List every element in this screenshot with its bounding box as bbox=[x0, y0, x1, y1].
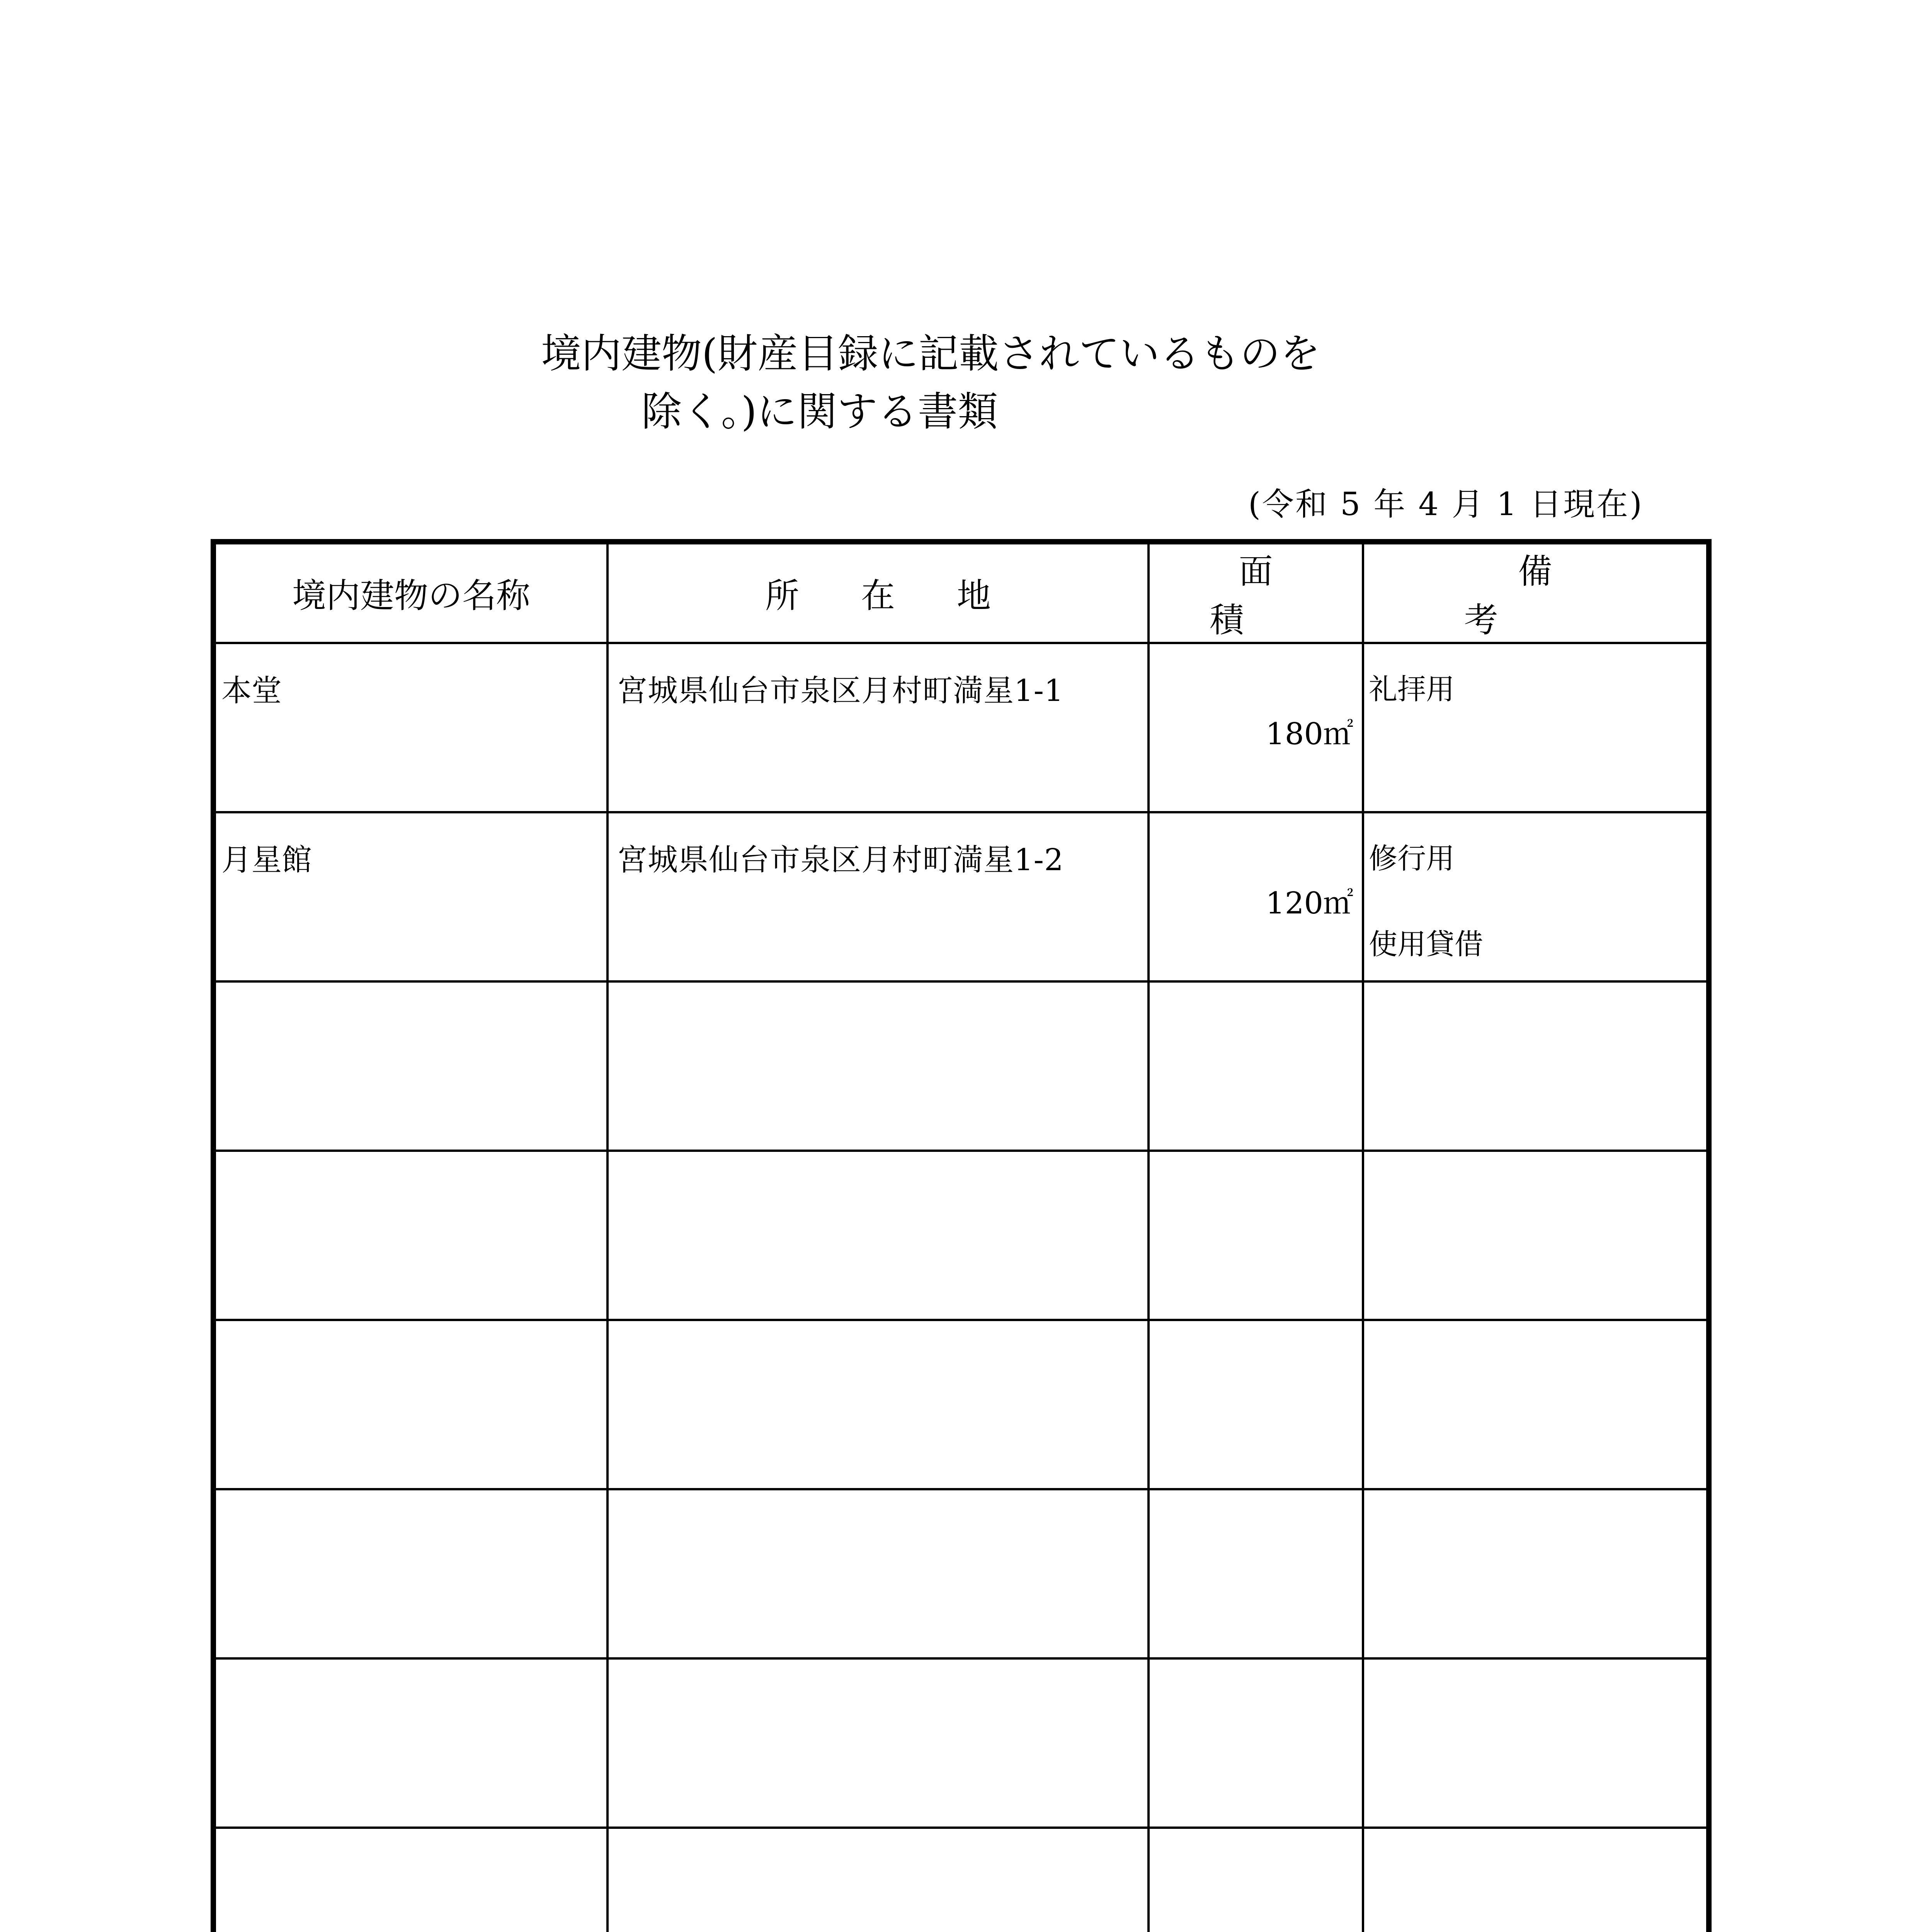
precinct-buildings-table bbox=[211, 539, 1712, 1932]
cell-building-name bbox=[213, 643, 607, 812]
cell-area bbox=[1149, 1489, 1363, 1658]
cell-building-name bbox=[213, 1489, 607, 1658]
table-body bbox=[213, 643, 1709, 1932]
table-row bbox=[213, 1658, 1709, 1828]
building-remarks: 修行用 bbox=[1369, 842, 1455, 875]
cell-location bbox=[607, 1151, 1149, 1320]
table-row bbox=[213, 1828, 1709, 1932]
building-name: 月星館 bbox=[221, 843, 312, 878]
document-title bbox=[541, 325, 1320, 440]
title-line-2: 除く。)に関する書類 bbox=[642, 388, 998, 435]
cell-building-name bbox=[213, 1658, 607, 1828]
header-building-name: 境内建物の名称 bbox=[213, 542, 607, 643]
cell-building-name bbox=[213, 981, 607, 1151]
cell-area bbox=[1149, 812, 1363, 981]
cell-location bbox=[607, 1320, 1149, 1489]
cell-location bbox=[607, 1489, 1149, 1658]
building-remarks-2: 使用貸借 bbox=[1369, 928, 1483, 961]
header-location: 所在地 bbox=[607, 542, 1149, 643]
cell-location bbox=[607, 1658, 1149, 1828]
cell-area bbox=[1149, 1828, 1363, 1932]
cell-area bbox=[1149, 643, 1363, 812]
table-row bbox=[213, 1151, 1709, 1320]
cell-building-name bbox=[213, 1320, 607, 1489]
building-name: 本堂 bbox=[221, 673, 282, 708]
cell-remarks bbox=[1363, 812, 1709, 981]
table-row bbox=[213, 812, 1709, 981]
building-location: 宮城県仙台市泉区月村町満星1-2 bbox=[617, 843, 1064, 878]
cell-location bbox=[607, 812, 1149, 981]
cell-location bbox=[607, 981, 1149, 1151]
cell-remarks bbox=[1363, 1828, 1709, 1932]
table-row bbox=[213, 1489, 1709, 1658]
as-of-date: (令和 5 年 4 月 1 日現在) bbox=[1248, 486, 1644, 523]
cell-remarks bbox=[1363, 1151, 1709, 1320]
cell-area bbox=[1149, 1320, 1363, 1489]
cell-remarks bbox=[1363, 643, 1709, 812]
cell-building-name bbox=[213, 812, 607, 981]
header-remarks: 備考 bbox=[1363, 542, 1709, 643]
table-row bbox=[213, 1320, 1709, 1489]
cell-location bbox=[607, 643, 1149, 812]
cell-remarks bbox=[1363, 1489, 1709, 1658]
cell-building-name bbox=[213, 1828, 607, 1932]
cell-remarks bbox=[1363, 981, 1709, 1151]
cell-remarks bbox=[1363, 1320, 1709, 1489]
building-area: 120㎡ bbox=[1266, 886, 1353, 921]
cell-building-name bbox=[213, 1151, 607, 1320]
table-row bbox=[213, 643, 1709, 812]
cell-location bbox=[607, 1828, 1149, 1932]
building-remarks: 礼拝用 bbox=[1369, 673, 1455, 706]
cell-area bbox=[1149, 1151, 1363, 1320]
cell-area bbox=[1149, 981, 1363, 1151]
building-area: 180㎡ bbox=[1266, 717, 1353, 752]
header-area: 面積 bbox=[1149, 542, 1363, 643]
cell-area bbox=[1149, 1658, 1363, 1828]
table-row bbox=[213, 981, 1709, 1151]
building-location: 宮城県仙台市泉区月村町満星1-1 bbox=[617, 673, 1064, 708]
cell-remarks bbox=[1363, 1658, 1709, 1828]
title-line-1: 境内建物(財産目録に記載されているものを bbox=[541, 330, 1320, 377]
table-header-row bbox=[213, 542, 1709, 643]
